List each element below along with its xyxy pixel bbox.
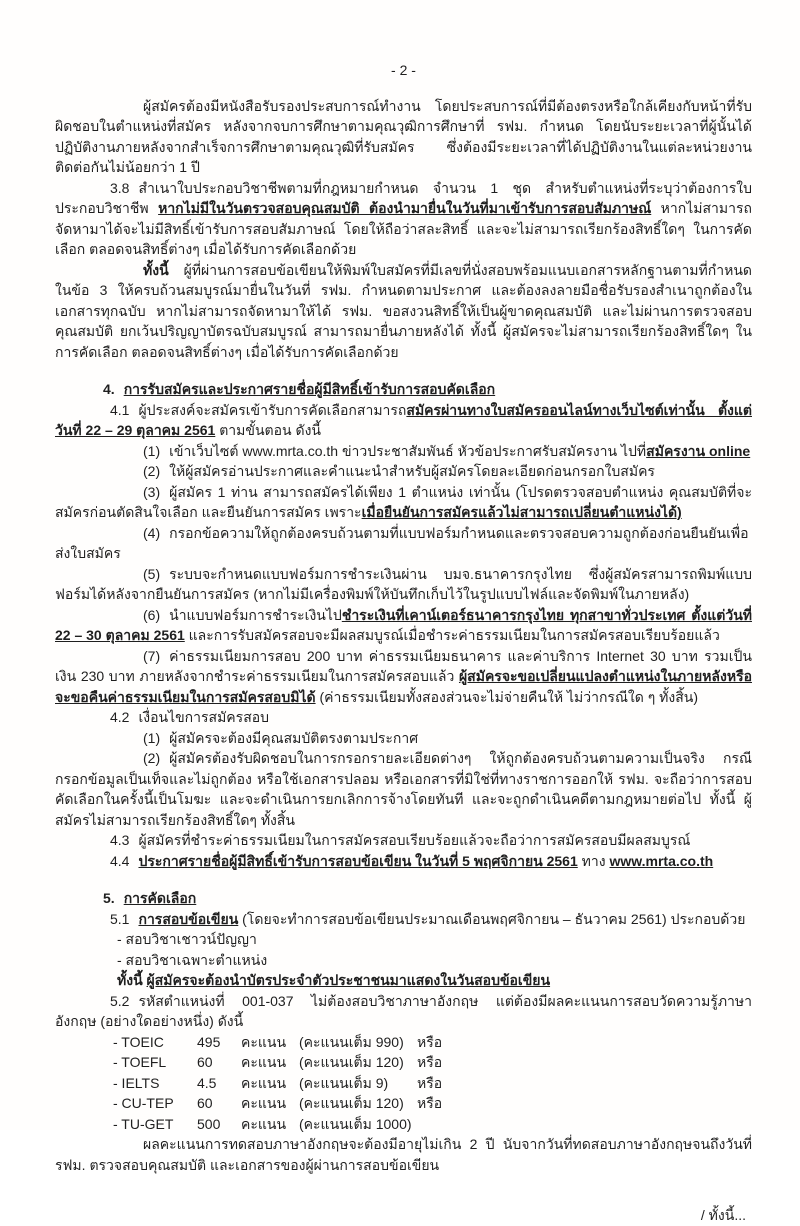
application-step-5: [55, 564, 752, 605]
item-number: (4): [143, 524, 161, 541]
score-full: (คะแนนเต็ม 120): [299, 1095, 404, 1111]
text-run: ให้ผู้สมัครอ่านประกาศและคำแนะนำสำหรับผู้สมัครโดยละเอียดก่อนกรอกใบสมัคร: [169, 463, 655, 479]
score-row: [55, 1093, 752, 1114]
score-unit: คะแนน: [241, 1095, 287, 1111]
clause-number: 4.3: [110, 832, 130, 848]
section-number: 4.: [103, 381, 115, 397]
clause-5-1: [55, 909, 752, 930]
section-4-heading: [55, 379, 752, 400]
or-label: หรือ: [417, 1033, 443, 1050]
score-full: (คะแนนเต็ม 120): [299, 1054, 404, 1070]
clause-number: 3.8: [110, 179, 130, 196]
item-number: (1): [143, 729, 161, 746]
clause-number: 4.2: [110, 709, 130, 725]
test-name: - CU-TEP: [113, 1095, 174, 1111]
score-row: [55, 1052, 752, 1073]
test-name: - TU-GET: [113, 1115, 174, 1132]
application-step-1: [55, 441, 752, 462]
text-run: ตามขั้นตอน ดังนี้: [215, 422, 321, 438]
clause-number: 5.1: [110, 910, 130, 927]
score-row: [55, 1032, 752, 1053]
text-run: ผู้สมัครที่ชำระค่าธรรมเนียมในการสมัครสอบเรียบร้อยแล้วจะถือว่าการสมัครสอบมีผลสมบูรณ์: [138, 832, 691, 848]
application-step-6: [55, 605, 752, 646]
text-run: (โดยจะทำการสอบข้อเขียนประมาณเดือนพฤศจิกายน – ธันวาคม 2561) ประกอบด้วย: [238, 910, 746, 927]
item-number: (6): [143, 606, 161, 623]
text-run: เข้าเว็บไซต์ www.mrta.co.th ข่าวประชาสัมพันธ์ หัวข้อประกาศรับสมัครงาน ไปที่: [169, 442, 647, 459]
or-label: หรือ: [417, 1095, 443, 1111]
score-full: (คะแนนเต็ม 990): [299, 1033, 404, 1050]
clause-number: 4.4: [110, 852, 130, 869]
application-step-2: [55, 461, 752, 482]
underlined-run: สมัครผ่านทางใบสมัครออนไลน์ทางเว็บไซต์เท่านั้น ตั้งแต่วันที่ 22 – 29 ตุลาคม 2561: [55, 401, 752, 438]
clause-4-2: [55, 707, 752, 728]
text-run: สำเนาใบประกอบวิชาชีพตามที่กฎหมายกำหนด จำนวน 1 ชุด สำหรับตำแหน่งที่ระบุว่าต้องการใบประกอบวิชาชีพ: [55, 179, 752, 216]
item-number: (1): [143, 442, 161, 459]
text-run: (ค่าธรรมเนียมทั้งสองส่วนจะไม่จ่ายคืนให้ ไม่ว่ากรณีใด ๆ ทั้งสิ้น): [315, 688, 698, 705]
condition-2: [55, 748, 752, 830]
text-run: รหัสตำแหน่งที่ 001-037 ไม่ต้องสอบวิชาภาษาอังกฤษ แต่ต้องมีผลคะแนนการสอบวัดความรู้ภาษาอังกฤษ (อย่างใดอย่างหนึ่ง) ดังนี้: [55, 992, 752, 1029]
item-number: (3): [143, 483, 161, 500]
text-run: หากไม่สามารถจัดหามาได้จะไม่มีสิทธิ์เข้ารับการสอบสัมภาษณ์ โดยให้ถือว่าสละสิทธิ์ และจะไม่สามารถเรียกร้องสิทธิ์ใดๆ ในการคัดเลือก ตลอดจนสิทธิ์ต่างๆ เมื่อได้รับการคัดเลือกด้วย: [55, 200, 753, 257]
text-run: และการรับสมัครสอบจะมีผลสมบูรณ์เมื่อชำระค่าธรรมเนียมในการสมัครสอบเรียบร้อยแล้ว: [184, 627, 720, 643]
condition-1: [55, 728, 752, 749]
text-run: ระบบจะกำหนดแบบฟอร์มการชำระเงินผ่าน บมจ.ธนาคารกรุงไทย ซึ่งผู้สมัครสามารถพิมพ์แบบฟอร์มได้หลังจากยืนยันการสมัคร (หากไม่มีเครื่องพิมพ์ให้บันทึกเก็บไว้ในรูปแบบไฟล์และจัดพิมพ์ในภายหลัง): [55, 565, 752, 602]
test-score: 495: [197, 1033, 221, 1050]
underlined-run: ผู้สมัครจะขอเปลี่ยนแปลงตำแหน่งในภายหลังหรือจะขอคืนค่าธรรมเนียมในการสมัครสอบมิได้: [55, 668, 752, 705]
clause-number: 5.2: [110, 992, 130, 1009]
underlined-run: สมัครงาน online: [646, 442, 751, 459]
score-unit: คะแนน: [241, 1115, 287, 1132]
id-card-note: [55, 970, 752, 991]
underlined-run: ผู้สมัครจะต้องนำบัตรประจำตัวประชาชนมาแสดงในวันสอบข้อเขียน: [146, 972, 551, 988]
or-label: หรือ: [417, 1054, 443, 1070]
underlined-run: ชำระเงินที่เคาน์เตอร์ธนาคารกรุงไทย ทุกสาขาทั่วประเทศ ตั้งแต่วันที่ 22 – 30 ตุลาคม 2561: [55, 606, 752, 643]
paragraph-score-validity: ผลคะแนนการทดสอบภาษาอังกฤษจะต้องมีอายุไม่เกิน 2 ปี นับจากวันที่ทดสอบภาษาอังกฤษจนถึงวันที่ รฟม. ตรวจสอบคุณสมบัติ และเอกสารของผู้ผ่านการสอบข้อเขียน: [55, 1136, 752, 1173]
text-run: เงื่อนไขการสมัครสอบ: [138, 709, 270, 725]
page-number: - 2 -: [391, 62, 416, 78]
underlined-run: หากไม่มีในวันตรวจสอบคุณสมบัติ ต้องนำมายื่นในวันที่มาเข้ารับการสอบสัมภาษณ์: [158, 200, 652, 216]
application-step-4: [55, 523, 752, 564]
text-run: ผู้ที่ผ่านการสอบข้อเขียนให้พิมพ์ใบสมัครที่มีเลขที่นั่งสอบพร้อมแนบเอกสารหลักฐานตามที่กำหนดในข้อ 3 ให้ครบถ้วนสมบูรณ์มายื่นในวันที่ รฟม. กำหนดตามประกาศ และต้องลงลายมือชื่อรับรองสำเนาถูกต้องในเอกสารทุกฉบับ หากไม่สามารถจัดหามาให้ได้ รฟม. ขอสงวนสิทธิ์ให้เป็นผู้ขาดคุณสมบัติ และไม่ผ่านการตรวจสอบคุณสมบัติ ยกเว้นปริญญาบัตรฉบับสมบูรณ์ สามารถมายื่นภายหลังได้ ทั้งนี้ ผู้สมัครจะไม่สามารถเรียกร้องสิทธิ์ใดๆ ในการคัดเลือก ตลอดจนสิทธิ์ต่างๆ เมื่อได้รับการคัดเลือกด้วย: [55, 261, 752, 360]
item-number: (2): [143, 463, 161, 479]
underlined-run: ประกาศรายชื่อผู้มีสิทธิ์เข้ารับการสอบข้อเขียน ในวันที่ 5 พฤศจิกายน 2561: [138, 852, 578, 869]
clause-3-8: [55, 178, 752, 260]
test-name: - TOEFL: [113, 1054, 167, 1070]
section-title: การรับสมัครและประกาศรายชื่อผู้มีสิทธิ์เข้ารับการสอบคัดเลือก: [123, 381, 496, 397]
clause-4-1: [55, 400, 752, 441]
exam-subject-1: - สอบวิชาเชาวน์ปัญญา: [117, 931, 257, 947]
clause-5-2: [55, 991, 752, 1032]
test-score: 60: [197, 1095, 213, 1111]
or-label: หรือ: [417, 1074, 443, 1091]
bold-run: ทั้งนี้: [143, 261, 169, 278]
text-run: ผู้สมัคร 1 ท่าน สามารถสมัครได้เพียง 1 ตำแหน่ง เท่านั้น (โปรดตรวจสอบตำแหน่ง คุณสมบัติที่จะสมัครก่อนตัดสินใจเลือก และยืนยันการสมัคร เพราะ: [55, 483, 752, 520]
note-paragraph: [55, 260, 752, 363]
clause-number: 4.1: [110, 401, 130, 418]
text-run: ค่าธรรมเนียมการสอบ 200 บาท ค่าธรรมเนียมธนาคาร และค่าบริการ Internet 30 บาท รวมเป็นเงิน 230 บาท ภายหลังจากชำระค่าธรรมเนียมในการสมัครสอบแล้ว: [55, 647, 752, 684]
item-number: (2): [143, 750, 161, 766]
score-row: [55, 1114, 752, 1135]
text-run: ผู้ประสงค์จะสมัครเข้ารับการคัดเลือกสามารถ: [138, 401, 407, 418]
text-run: นำแบบฟอร์มการชำระเงินไป: [169, 606, 342, 623]
score-full: (คะแนนเต็ม 9): [299, 1074, 389, 1091]
bold-run: ทั้งนี้: [117, 972, 147, 988]
item-number: (7): [143, 647, 161, 664]
item-number: (5): [143, 565, 161, 582]
paragraph-experience: ผู้สมัครต้องมีหนังสือรับรองประสบการณ์ทำงาน โดยประสบการณ์ที่มีต้องตรงหรือใกล้เคียงกับหน้าที่รับผิดชอบในตำแหน่งที่สมัคร หลังจากจบการศึกษาตามคุณวุฒิการศึกษาที่ รฟม. กำหนด โดยนับระยะเวลาที่ผู้นั้นได้ปฏิบัติงานภายหลังจากสำเร็จการศึกษาตามคุณวุฒิที่รับสมัคร ซึ่งต้องมีระยะเวลาที่ได้ปฏิบัติงานในแต่ละหน่วยงานติดต่อกันไม่น้อยกว่า 1 ปี: [55, 97, 752, 175]
score-full: (คะแนนเต็ม 1000): [299, 1115, 412, 1132]
score-unit: คะแนน: [241, 1074, 287, 1091]
website-link: www.mrta.co.th: [609, 852, 714, 869]
section-title: การคัดเลือก: [123, 890, 197, 906]
section-number: 5.: [103, 890, 115, 906]
test-score: 60: [197, 1054, 213, 1070]
exam-subject-2: - สอบวิชาเฉพาะตำแหน่ง: [117, 951, 268, 968]
page-continuation-marker: / ทั้งนี้...: [700, 1207, 746, 1223]
text-run: กรอกข้อความให้ถูกต้องครบถ้วนตามที่แบบฟอร์มกำหนดและตรวจสอบความถูกต้องก่อนยืนยันเพื่อส่งใบสมัคร: [55, 524, 749, 561]
score-unit: คะแนน: [241, 1033, 287, 1050]
application-step-3: [55, 482, 752, 523]
application-step-7: [55, 646, 752, 708]
clause-4-3: [55, 830, 752, 851]
test-name: - TOEIC: [113, 1033, 164, 1050]
section-5-heading: [55, 888, 752, 909]
test-score: 500: [197, 1115, 221, 1132]
text-run: ผู้สมัครต้องรับผิดชอบในการกรอกรายละเอียดต่างๆ ให้ถูกต้องครบถ้วนตามความเป็นจริง กรณีกรอกข้อมูลเป็นเท็จและไม่ถูกต้อง หรือใช้เอกสารปลอม หรือเอกสารที่มิใช่ที่ทางราชการออกให้ รฟม. จะถือว่าการสอบคัดเลือกในครั้งนี้เป็นโมฆะ และจะดำเนินการยกเลิกการจ้างโดยทันที และจะถูกดำเนินคดีตามกฎหมายต่อไป ทั้งนี้ ผู้สมัครไม่สามารถเรียกร้องสิทธิ์ใดๆ ทั้งสิ้น: [55, 750, 752, 828]
test-name: - IELTS: [113, 1074, 160, 1091]
text-run: ทาง: [577, 852, 610, 869]
text-run: ผู้สมัครจะต้องมีคุณสมบัติตรงตามประกาศ: [169, 729, 419, 746]
score-row: [55, 1073, 752, 1094]
clause-4-4: [55, 851, 752, 872]
underlined-run: เมื่อยืนยันการสมัครแล้วไม่สามารถเปลี่ยนตำแหน่งได้): [361, 504, 682, 520]
underlined-run: การสอบข้อเขียน: [138, 910, 239, 927]
score-unit: คะแนน: [241, 1054, 287, 1070]
test-score: 4.5: [197, 1074, 217, 1091]
